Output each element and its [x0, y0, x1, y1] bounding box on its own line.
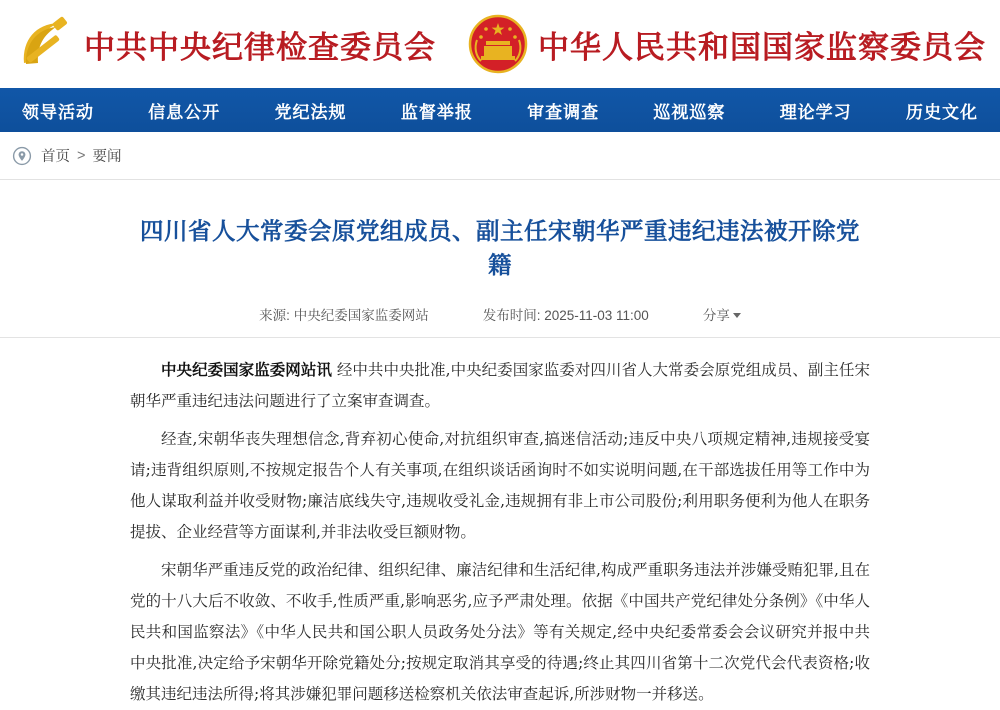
location-pin-icon	[12, 146, 32, 166]
article-lead: 中央纪委国家监委网站讯	[161, 360, 332, 380]
article	[0, 214, 1000, 710]
breadcrumb	[0, 132, 1000, 180]
breadcrumb-home[interactable]: 首页	[41, 149, 70, 165]
national-supervision-block	[468, 14, 986, 74]
nav-item-supervision-reporting[interactable]: 监督举报	[400, 102, 473, 122]
nav-item-party-regulations[interactable]: 党纪法规	[274, 102, 347, 122]
article-paragraph: 经查,宋朝华丧失理想信念,背弃初心使命,对抗组织审查,搞迷信活动;违反中央八项规定精神,违规接受宴请;违背组织原则,不按规定报告个人有关事项,在组织谈话函询时不如实说明问题,在干部选拔任用等工作中为他人谋取利益并收受财物;廉洁底线失守,违规收受礼金,违规拥有非上市公司股份;利用职务便利为他人在职务提拔、企业经营等方面谋利,并非法收受巨额财物。	[130, 430, 870, 542]
nav-item-history-culture[interactable]: 历史文化	[905, 102, 978, 122]
article-time-value: 2025-11-03 11:00	[544, 308, 649, 324]
nav-item-inspection[interactable]: 巡视巡察	[653, 102, 726, 122]
main-navigation	[0, 88, 1000, 132]
chevron-down-icon	[733, 313, 741, 318]
masthead	[0, 0, 1000, 88]
article-source	[259, 304, 429, 324]
hammer-sickle-icon	[14, 14, 74, 74]
article-time-label: 发布时间:	[482, 308, 541, 324]
nav-item-information-disclosure[interactable]: 信息公开	[148, 102, 221, 122]
article-publish-time	[483, 304, 649, 324]
meta-divider	[0, 337, 1000, 338]
national-emblem-icon	[468, 14, 528, 74]
breadcrumb-current: 要闻	[92, 149, 122, 165]
page-title: 四川省人大常委会原党组成员、副主任宋朝华严重违纪违法被开除党籍	[140, 217, 860, 280]
nav-item-investigation[interactable]: 审查调查	[527, 102, 600, 122]
nav-item-theory-study[interactable]: 理论学习	[779, 102, 852, 122]
article-paragraph-text: 经中共中央批准,中央纪委国家监委对四川省人大常委会原党组成员、副主任宋朝华严重违纪违法问题进行了立案审查调查。	[130, 361, 870, 411]
national-supervision-title: 中华人民共和国国家监察委员会	[538, 29, 986, 66]
article-source-value: 中央纪委国家监委网站	[293, 308, 429, 324]
party-commission-title: 中共中央纪律检查委员会	[84, 29, 436, 66]
article-paragraph	[130, 354, 870, 417]
article-source-label: 来源:	[259, 308, 290, 324]
article-meta	[130, 304, 870, 337]
article-body	[130, 354, 870, 710]
breadcrumb-separator: >	[77, 147, 86, 164]
article-paragraph: 宋朝华严重违反党的政治纪律、组织纪律、廉洁纪律和生活纪律,构成严重职务违法并涉嫌受贿犯罪,且在党的十八大后不收敛、不收手,性质严重,影响恶劣,应予严肃处理。依据《中国共产党纪律处分条例》《中华人民共和国监察法》《中华人民共和国公职人员政务处分法》等有关规定,经中央纪委常委会会议研究并报中共中央批准,决定给予宋朝华开除党籍处分;按规定取消其享受的待遇;终止其四川省第十二次党代会代表资格;收缴其违纪违法所得;将其涉嫌犯罪问题移送检察机关依法审查起诉,所涉财物一并移送。	[130, 561, 870, 704]
share-label: 分享	[702, 308, 730, 324]
party-commission-block	[14, 14, 436, 74]
nav-item-leadership[interactable]: 领导活动	[22, 102, 94, 122]
share-button[interactable]	[703, 304, 741, 324]
